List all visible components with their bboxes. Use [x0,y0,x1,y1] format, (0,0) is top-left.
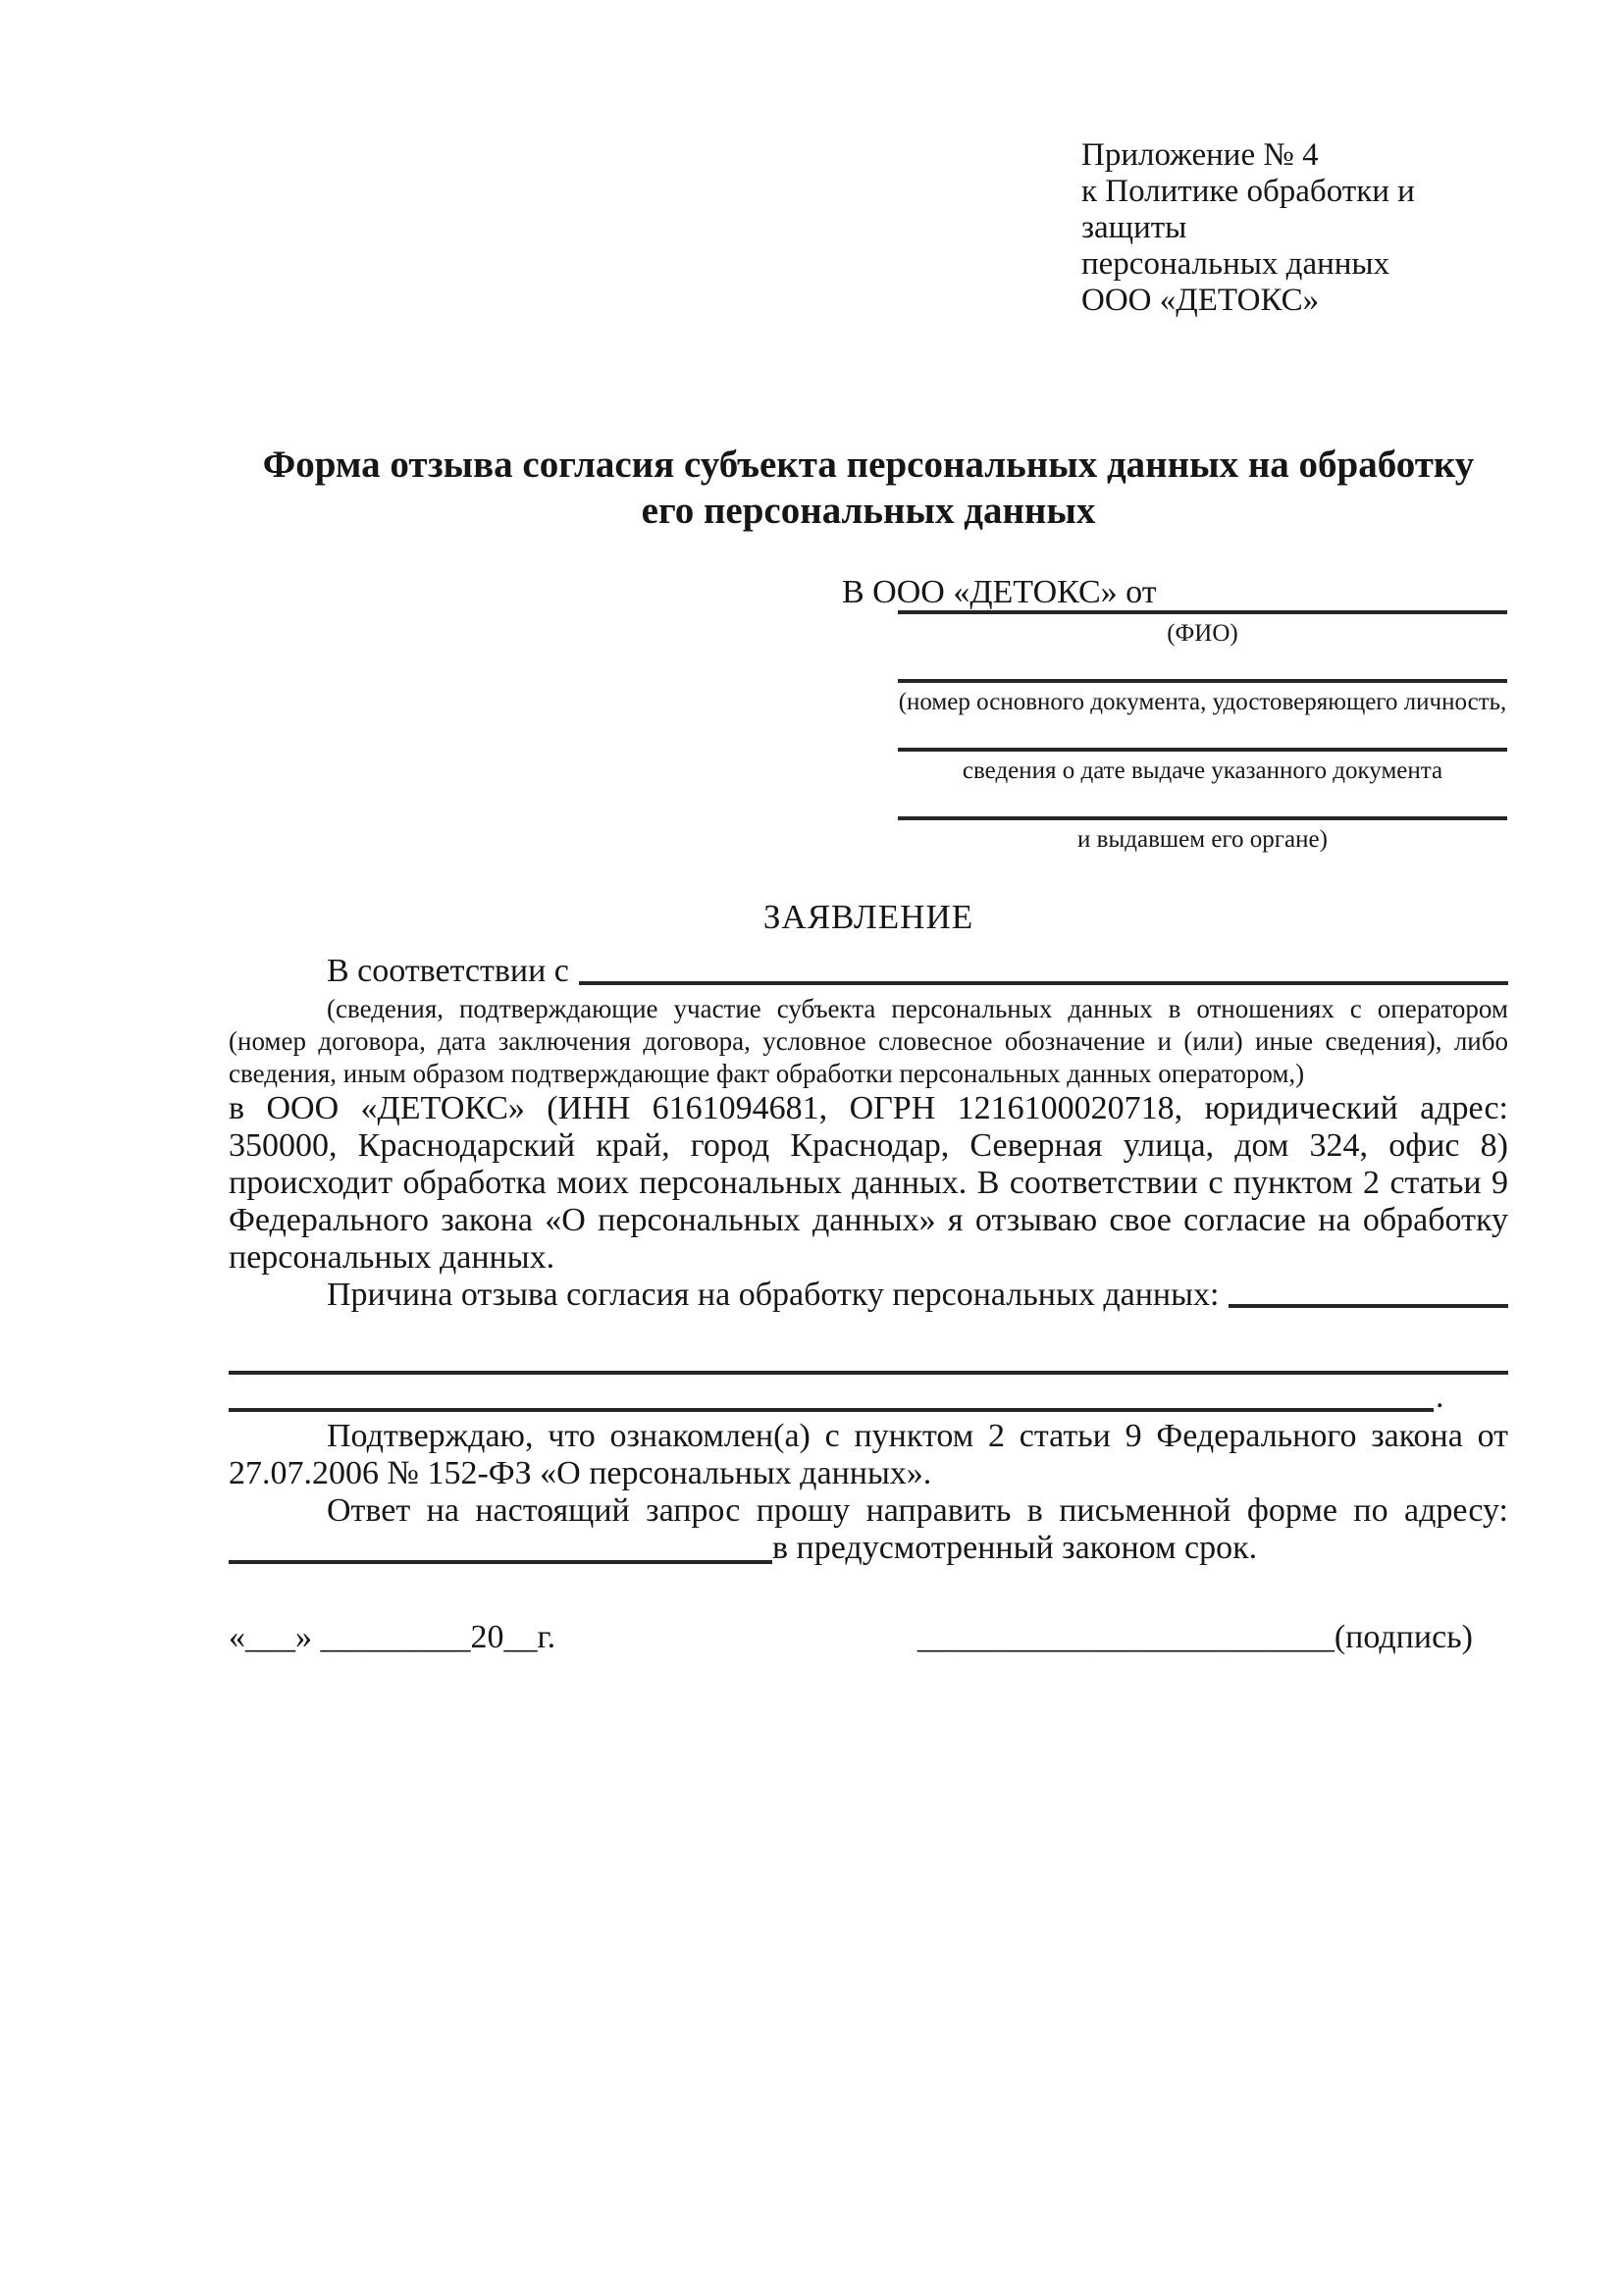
issue-date-input-line[interactable] [898,748,1507,752]
signature-input-line[interactable]: _________________________ [916,1619,1335,1655]
basis-row [229,952,1508,991]
title-line-1: Форма отзыва согласия субъекта персональных данных на обработку [262,444,1475,486]
document-title [229,442,1508,534]
reply-address-input-line[interactable] [229,1560,772,1564]
signature-caption: (подпись) [1334,1619,1473,1655]
reply-address-row [229,1530,1508,1567]
addressee-field-document-number [898,679,1507,748]
reply-request-paragraph: Ответ на настоящий запрос прошу направить в письменной форме по адресу: [327,1492,1508,1529]
acknowledgement-paragraph: Подтверждаю, что ознакомлен(а) с пунктом 2 статьи 9 Федерального закона от 27.07.2006 № 152-ФЗ «О персональных данных». [229,1418,1508,1491]
reason-input-line-3[interactable] [229,1408,1434,1412]
fio-input-line[interactable] [898,610,1507,614]
addressee-field-issuing-authority [898,816,1507,885]
basis-input-line[interactable] [579,952,1508,985]
title-line-2: его персональных данных [641,490,1096,532]
reason-input-line[interactable] [1229,1277,1508,1308]
appendix-line: персональных данных [1081,246,1390,282]
reason-input-line-2[interactable] [229,1328,1508,1375]
reason-row [229,1277,1508,1314]
issuing-authority-caption: и выдавшем его органе) [1077,826,1328,853]
reply-suffix: в предусмотренный законом срок. [772,1530,1258,1566]
reason-label: Причина отзыва согласия на обработку персональных данных: [327,1277,1220,1313]
document-number-input-line[interactable] [898,679,1507,683]
addressee-label: В ООО «ДЕТОКС» от [842,574,1157,610]
signature-field [917,1618,1473,1657]
fio-caption: (ФИО) [1167,620,1238,647]
issuing-authority-input-line[interactable] [898,816,1507,820]
addressee-field-fio [898,610,1507,679]
appendix-line: к Политике обработки и защиты [1081,174,1415,245]
reason-input-line-3-row [229,1375,1508,1415]
reason-terminator: . [1436,1379,1444,1415]
addressee-field-issue-date [898,748,1507,816]
appendix-line: ООО «ДЕТОКС» [1081,283,1320,318]
issue-date-caption: сведения о дате выдаче указанного документа [962,757,1443,784]
date-field[interactable]: «___» _________20__г. [229,1619,556,1655]
appendix-line: Приложение № 4 [1081,137,1319,173]
statement-heading: ЗАЯВЛЕНИЕ [762,898,974,936]
appendix-block [1081,0,1508,319]
document-number-caption: (номер основного документа, удостоверяющего личность, [898,689,1507,715]
basis-label: В соответствии с [327,953,569,989]
statement-body: в ООО «ДЕТОКС» (ИНН 6161094681, ОГРН 1216100020718, юридический адрес: 350000, Краснодарский край, город Краснодар, Северная улица, дом 324, офис 8) происходит обработка моих персональных данных. В соответствии с пунктом 2 статьи 9 Федерального закона «О персональных данных» я отзываю свое согласие на обработку персональных данных. [229,1090,1508,1276]
signature-row [229,1618,1508,1657]
basis-note: (сведения, подтверждающие участие субъекта персональных данных в отношениях с оператором (номер договора, дата заключения договора, условное словесное обозначение и (или) иные сведения), либо сведения, иным образом подтверждающие факт обработки персональных данных оператором,) [229,994,1508,1088]
